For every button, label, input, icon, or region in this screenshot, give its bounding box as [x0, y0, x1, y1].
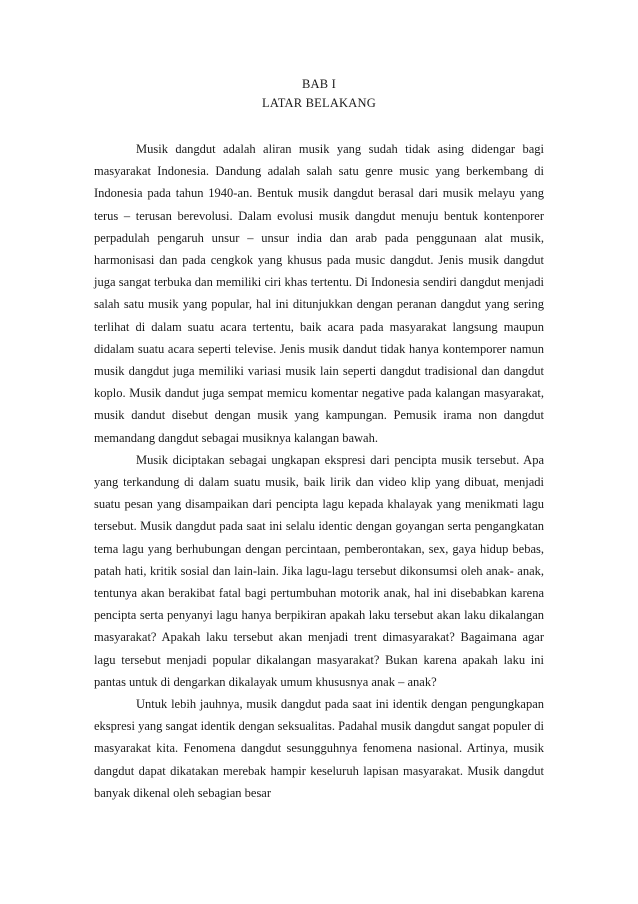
- paragraph: Musik diciptakan sebagai ungkapan ekspresi dari pencipta musik tersebut. Apa yang terkandung di dalam suatu musik, baik lirik dan video klip yang dibuat, menjadi suatu pesan yang disampaikan dari pencipta lagu kepada khalayak yang menikmati lagu tersebut. Musik dangdut pada saat ini selalu identic dengan goyangan serta pengangkatan tema lagu yang berhubungan dengan percintaan, pemberontakan, sex, gaya hidup bebas, patah hati, kritik sosial dan lain-lain. Jika lagu-lagu tersebut dikonsumsi oleh anak- anak, tentunya akan berakibat fatal bagi pertumbuhan motorik anak, hal ini disebabkan karena pencipta serta penyanyi lagu hanya berpikiran apakah laku tersebut akan laku dikalangan masyarakat? Apakah laku tersebut akan menjadi trent dimasyarakat? Bagaimana agar lagu tersebut menjadi popular dikalangan masyarakat? Bukan karena apakah laku ini pantas untuk di dengarkan dikalayak umum khususnya anak – anak?: [94, 452, 544, 689]
- body-text: [94, 138, 544, 804]
- chapter-heading: BAB I: [302, 77, 336, 91]
- paragraph: Untuk lebih jauhnya, musik dangdut pada saat ini identik dengan pengungkapan ekspresi yang sangat identik dengan seksualitas. Padahal musik dangdut sangat populer di masyarakat kita. Fenomena dangdut sesungguhnya fenomena nasional. Artinya, musik dangdut dapat dikatakan merebak hampir keseluruh lapisan masyarakat. Musik dangdut banyak dikenal oleh sebagian besar: [94, 697, 544, 800]
- paragraph: Musik dangdut adalah aliran musik yang sudah tidak asing didengar bagi masyarakat Indonesia. Dandung adalah salah satu genre music yang berkembang di Indonesia pada tahun 1940-an. Bentuk musik dangdut berasal dari musik melayu yang terus – terusan berevolusi. Dalam evolusi musik dangdut menuju bentuk kontenporer perpadulah pengaruh unsur – unsur india dan arab pada penggunaan alat musik, harmonisasi dan pada cengkok yang khusus pada music dangdut. Jenis musik dangdut juga sangat terbuka dan memiliki ciri khas tertentu. Di Indonesia sendiri dangdut menjadi salah satu musik yang popular, hal ini ditunjukkan dengan peranan dangdut yang sering terlihat di dalam suatu acara tertentu, baik acara pada masyarakat langsung maupun didalam suatu acara seperti televise. Jenis musik dandut tidak hanya kontemporer namun musik dangdut juga memiliki variasi musik lain seperti dangdut tradisional dan dangdut koplo. Musik dandut juga sempat memicu komentar negative pada kalangan masyarakat, musik dandut disebut dengan musik yang kampungan. Pemusik irama non dangdut memandang dangdut sebagai musiknya kalangan bawah.: [94, 142, 544, 445]
- section-title: LATAR BELAKANG: [262, 96, 376, 110]
